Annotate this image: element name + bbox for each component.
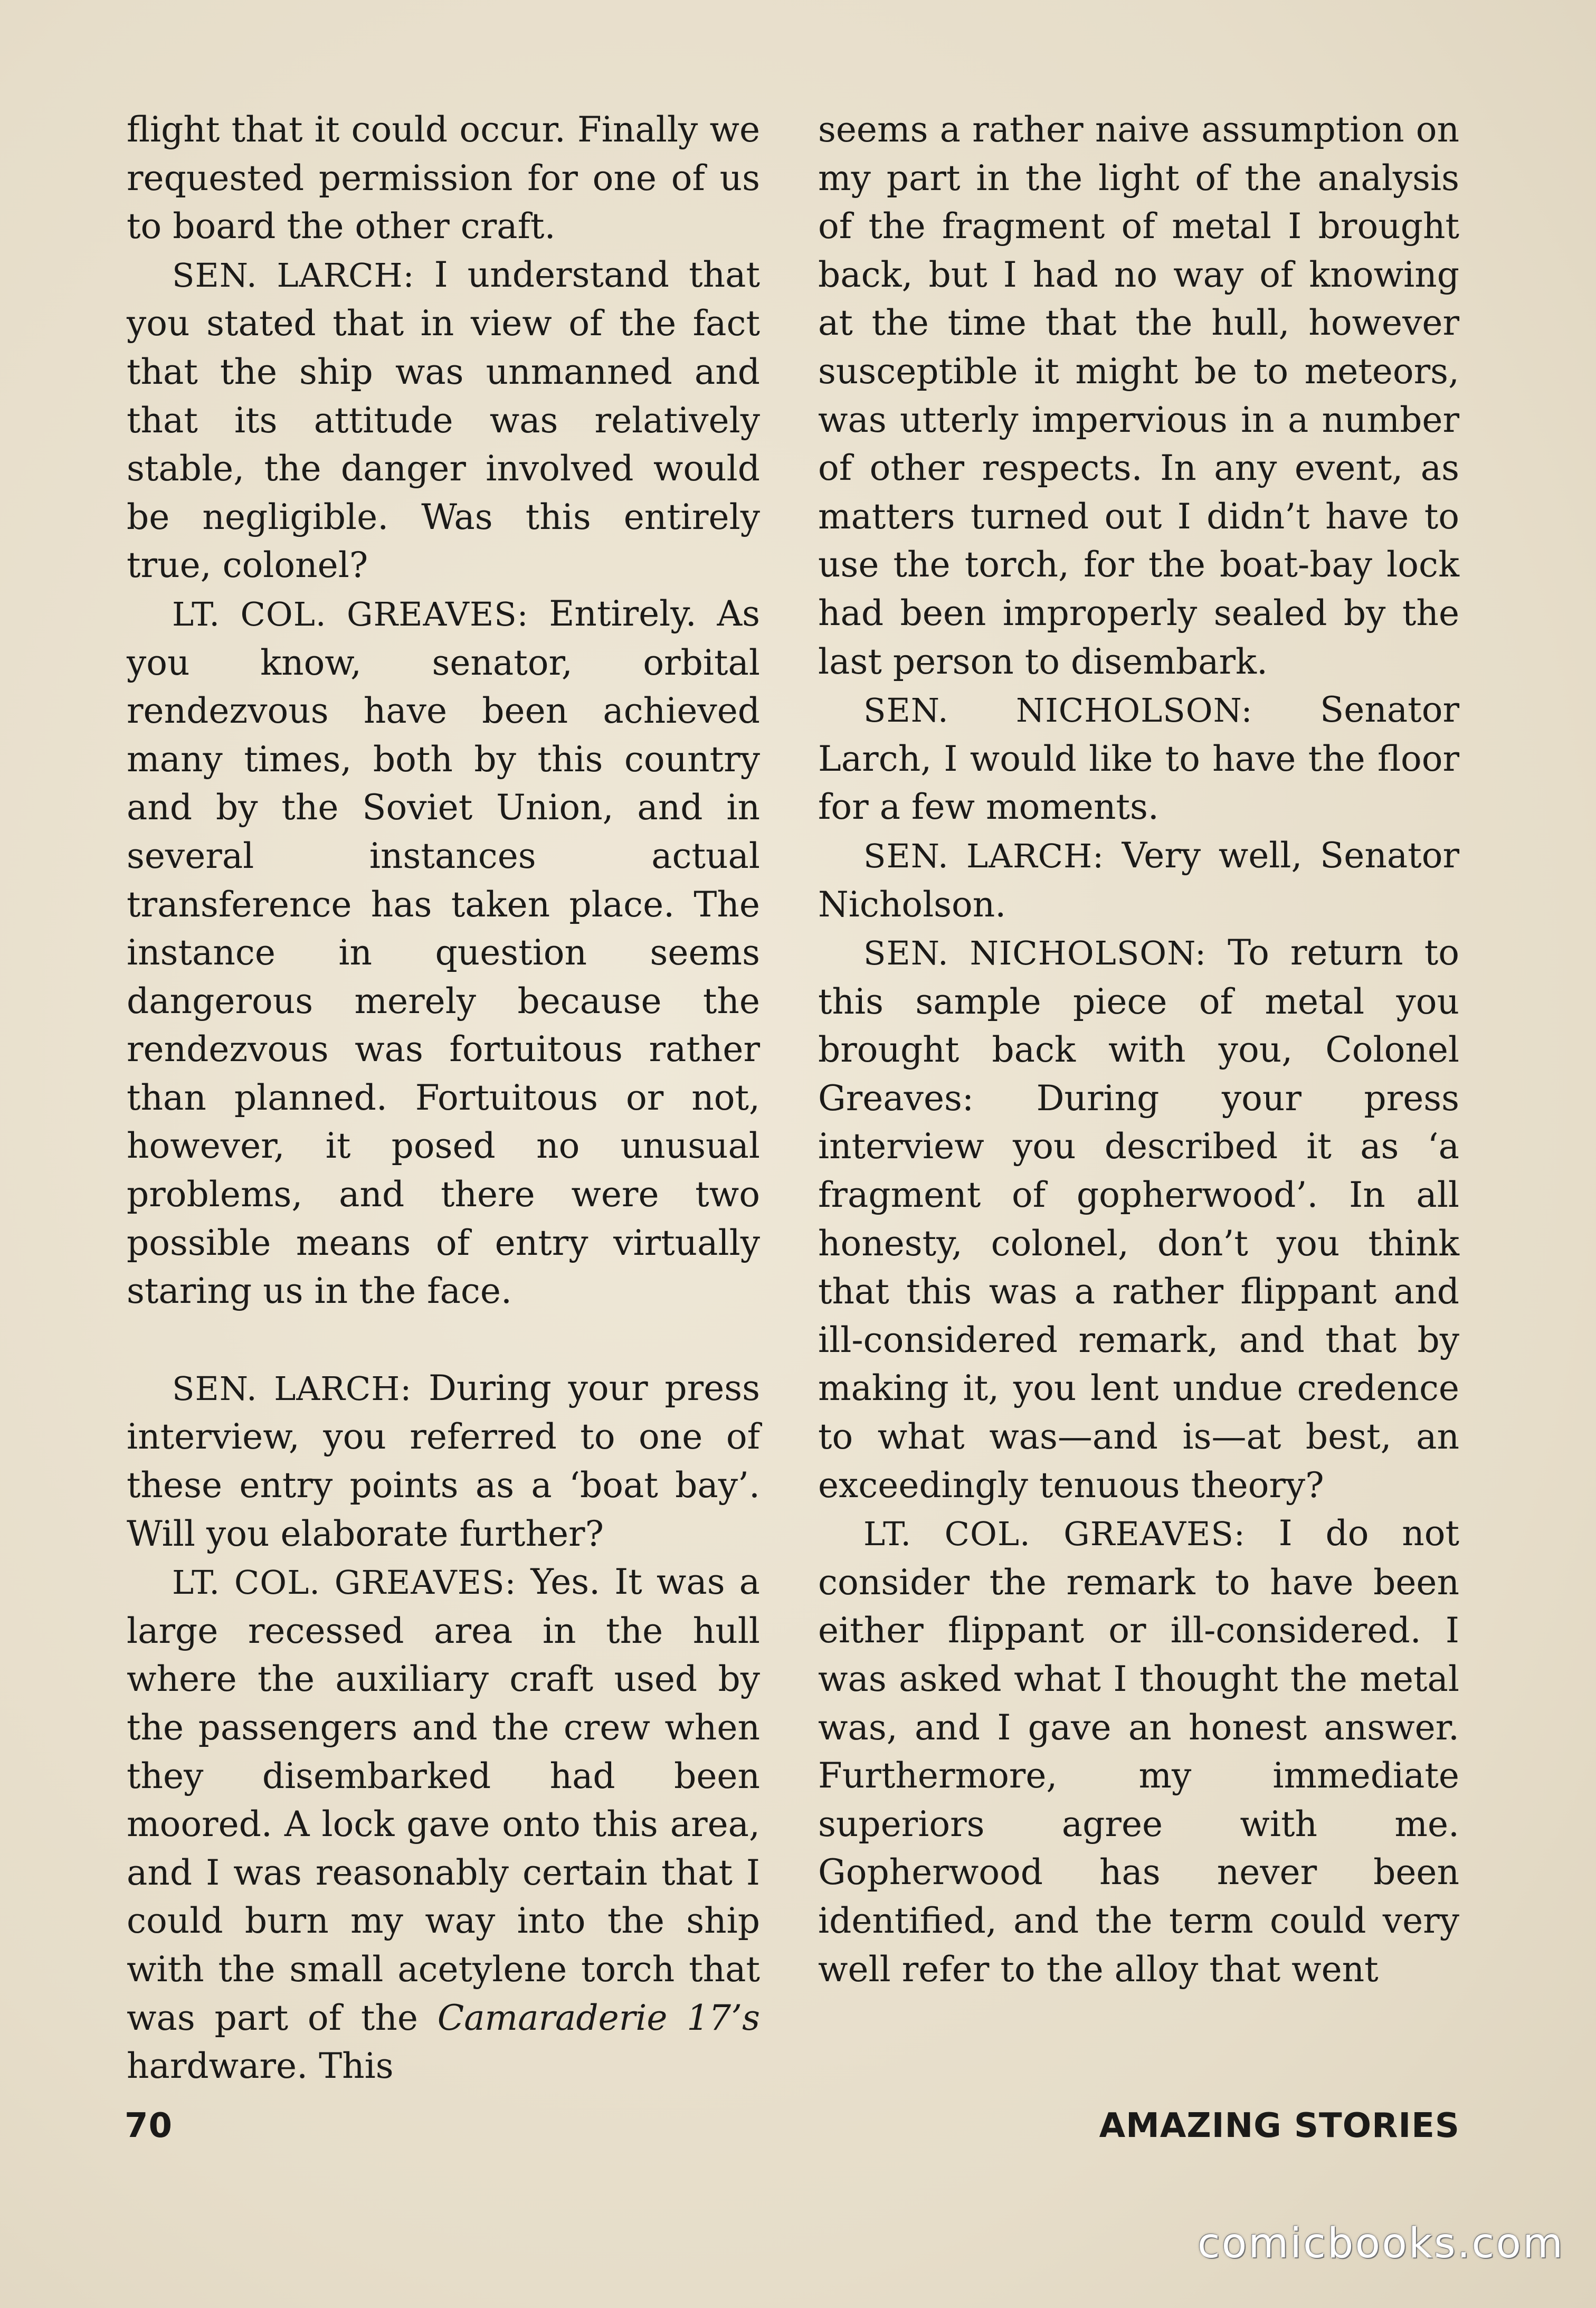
paragraph: LT. COL. GREAVES: Yes. It was a large recessed area in the hull where the auxiliary craft used by the passengers and the crew when they disembarked had been moored. A lock gave onto this area, and I was reasonably certain that I could burn my way into the ship with the small acetylene torch that was part of the Camaraderie 17’s hardware. This <box>127 1562 761 2087</box>
watermark-logo: comicbooks.com <box>1197 2220 1564 2267</box>
paragraph: SEN. LARCH: During your press interview, you referred to one of these entry points as a ‘boat bay’. Will you elaborate further? <box>127 1367 760 1554</box>
speaker-label: LT. COL. GREAVES: <box>863 1515 1246 1554</box>
paragraph: flight that it could occur. Finally we requested permission for one of us to board the other craft. <box>127 109 760 247</box>
paragraph: SEN. LARCH: Very well, Senator Nicholson. <box>818 835 1459 925</box>
magazine-title: AMAZING STORIES <box>1099 2106 1460 2145</box>
paragraph: SEN. NICHOLSON: Senator Larch, I would like to have the floor for a few moments. <box>818 689 1459 828</box>
speaker-label: SEN. LARCH: <box>172 1369 412 1408</box>
speaker-label: SEN. NICHOLSON: <box>863 691 1253 730</box>
speaker-label: LT. COL. GREAVES: <box>172 1563 517 1602</box>
paragraph: SEN. NICHOLSON: To return to this sample piece of metal you brought back with you, Colonel Greaves: During your press interview you described it as ‘a fragment of gopherwood’. In all honesty, colonel, don’t you think that this was a rather flippant and ill-considered remark, and that by making it, you lent undue credence to what was—and is—at best, an exceedingly tenuous theory? <box>818 932 1459 1506</box>
right-text-column <box>818 106 1459 1993</box>
paragraph: seems a rather naive assumption on my part in the light of the analysis of the fragment of metal I brought back, but I had no way of knowing at the time that the hull, however susceptible it might be to meteors, was utterly impervious in a number of other respects. In any event, as matters turned out I didn’t have to use the torch, for the boat-bay lock had been improperly sealed by the last person to disembark. <box>818 109 1459 682</box>
paragraph: SEN. LARCH: I understand that you stated that in view of the fact that the ship was unmanned and that its attitude was relatively stable, the danger involved would be negligible. Was this entirely true, colonel? <box>127 254 760 586</box>
page-number: 70 <box>125 2106 173 2145</box>
paragraph: LT. COL. GREAVES: I do not consider the remark to have been either flippant or ill-considered. I was asked what I thought the metal was, and I gave an honest answer. Furthermore, my immediate superiors agree with me. Gopherwood has never been identified, and the term could very well refer to the alloy that went <box>818 1513 1459 1990</box>
speaker-label: LT. COL. GREAVES: <box>172 594 529 633</box>
speaker-label: SEN. LARCH: <box>863 836 1105 875</box>
speaker-label: SEN. NICHOLSON: <box>863 934 1207 973</box>
speaker-label: SEN. LARCH: <box>172 256 415 295</box>
paragraph: LT. COL. GREAVES: Entirely. As you know, senator, orbital rendezvous have been achieved many times, both by this country and by the Soviet Union, and in several instances actual transference has taken place. The instance in question seems dangerous merely because the rendezvous was fortuitous rather than planned. Fortuitous or not, however, it posed no unusual problems, and there were two possible means of entry virtually staring us in the face. <box>127 593 760 1312</box>
left-text-column <box>127 106 760 2091</box>
ship-name: Camaraderie 17’s <box>437 1997 761 2038</box>
